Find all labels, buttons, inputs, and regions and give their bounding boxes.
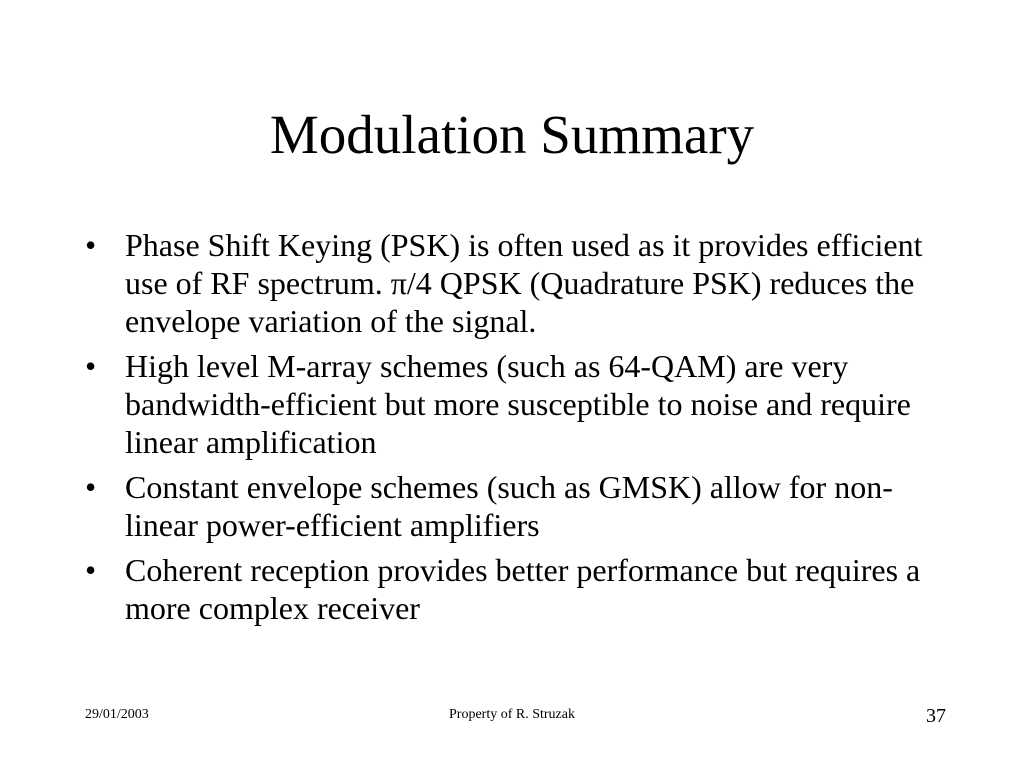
bullet-text: Coherent reception provides better performance but requires a more complex receiver <box>125 552 921 626</box>
footer-date: 29/01/2003 <box>85 707 149 722</box>
bullet-icon: • <box>85 227 97 263</box>
bullet-text: Phase Shift Keying (PSK) is often used as it provides efficient use of RF spectrum. π/4 QPSK (Quadrature PSK) reduces the envelope variation of the signal. <box>125 227 923 339</box>
bullet-item <box>85 551 945 627</box>
page-number: 37 <box>926 705 946 727</box>
bullet-item <box>85 468 945 544</box>
bullet-list <box>85 226 945 634</box>
bullet-icon: • <box>85 469 97 505</box>
bullet-item <box>85 347 945 461</box>
bullet-item <box>85 226 945 340</box>
bullet-icon: • <box>85 348 97 384</box>
bullet-icon: • <box>85 552 97 588</box>
bullet-text: High level M-array schemes (such as 64-QAM) are very bandwidth-efficient but more susceptible to noise and require linear amplification <box>125 348 911 460</box>
footer-owner: Property of R. Struzak <box>449 707 575 722</box>
bullet-text: Constant envelope schemes (such as GMSK) allow for non-linear power-efficient amplifiers <box>125 469 893 543</box>
slide-title: Modulation Summary <box>269 104 755 165</box>
